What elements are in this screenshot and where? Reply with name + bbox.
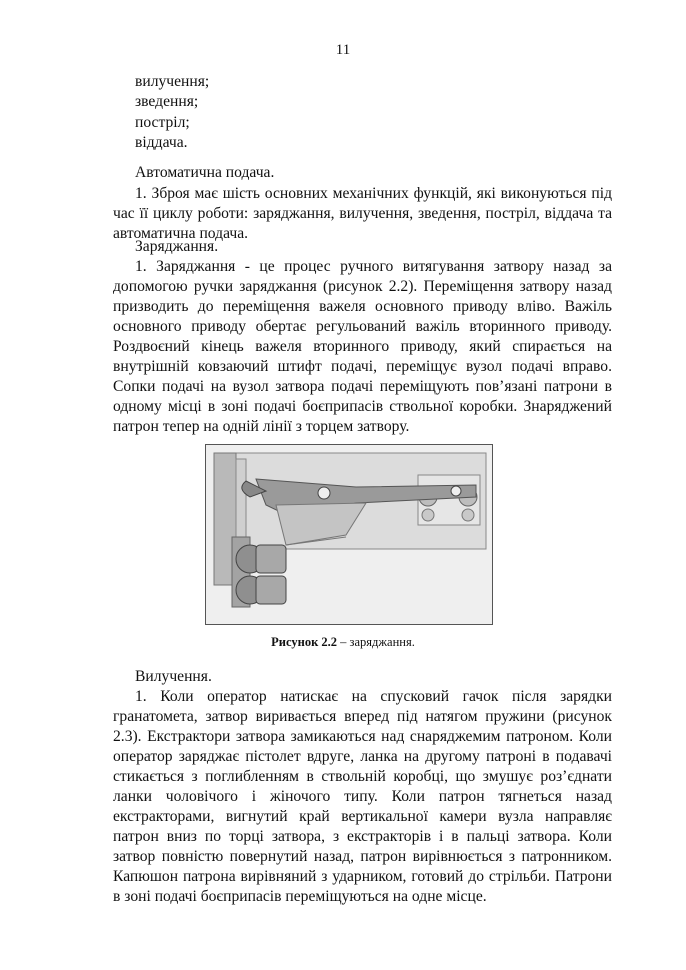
section-paragraph: 1. Зброя має шість основних механічних функцій, які виконуються під час її циклу роботи: заряджання, вилучення, зведення, постріл, віддача та автоматична подача. <box>113 185 612 242</box>
section-loading <box>113 237 612 437</box>
figure-loading-mechanism <box>205 444 493 625</box>
section-heading: Заряджання. <box>135 238 219 255</box>
section-auto-feed <box>113 163 612 244</box>
mechanism-illustration <box>206 445 492 624</box>
page-number: 11 <box>335 42 351 58</box>
section-paragraph: 1. Заряджання - це процес ручного витягування затвору назад за допомогою ручки заряджання (рисунок 2.2). Переміщення затвору назад призводить до переміщення важеля основного приводу вліво. Важіль основного приводу обертає регульований важіль вторинного приводу. Роздвоєний кінець важеля вторинного приводу, який спирається на внутрішній ковзаючий штифт подачі, переміщує вузол подачі вправо. Сопки подачі на вузол затвора подачі переміщують пов’язані патрони в одному місці в зоні подачі боєприпасів ствольної коробки. Знаряджений патрон тепер на одній лінії з торцем затвору. <box>113 258 612 435</box>
function-list <box>135 72 209 153</box>
section-heading: Вилучення. <box>135 668 212 685</box>
caption-label: Рисунок 2.2 <box>271 635 338 649</box>
list-item: віддача. <box>135 133 188 151</box>
list-item: вилучення; <box>135 73 210 90</box>
caption-text: – заряджання. <box>337 635 415 649</box>
section-extraction <box>113 667 612 907</box>
figure-caption <box>0 632 686 652</box>
section-heading: Автоматична подача. <box>135 164 275 181</box>
list-item: постріл; <box>135 113 190 131</box>
section-paragraph: 1. Коли оператор натискає на спусковий гачок після зарядки гранатомета, затвор виривається вперед під натягом пружини (рисунок 2.3). Екстрактори затвора замикаються над снаряджемим патроном. Коли оператор заряджає пістолет вдруге, ланка на другому патроні в подавачі стикається з поглибленням в ствольній коробці, що змушує роз’єднати ланки чоловічого і жіночого типу. Коли патрон тягнеться назад екстракторами, вигнутий край вертикальної камери вузла направляє патрон вниз по торці затвора, з екстракторів і в пальці затвора. Коли затвор повністю повернутий назад, патрон вирівнюється з патронником. Капюшон патрона вирівняний з ударником, готовий до стрільби. Патрони в зоні подачі боєприпасів переміщуються на одне місце. <box>113 688 612 905</box>
list-item: зведення; <box>135 93 199 111</box>
